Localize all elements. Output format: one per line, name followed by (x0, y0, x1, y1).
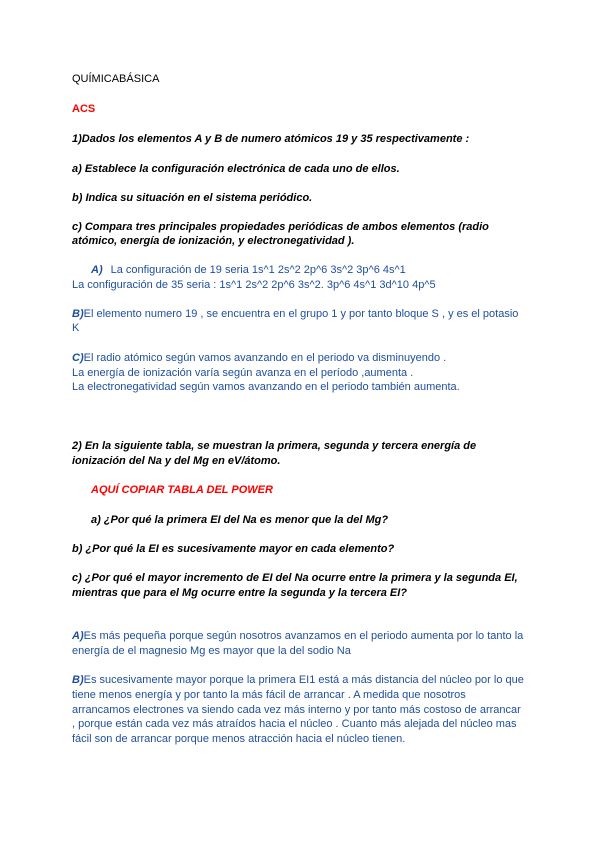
answer-2a-line-2: energía de el magnesio Mg es mayor que la del sodio Na (72, 645, 351, 657)
question-2b: b) ¿Por qué la EI es sucesivamente mayor en cada elemento? (72, 543, 395, 555)
answer-1b-text: El elemento numero 19 , se encuentra en el grupo 1 y por tanto bloque S , y es el potasio (83, 308, 519, 320)
answer-1c-label: C) (72, 352, 84, 364)
answer-2a (72, 629, 523, 643)
question-1c-line-2: atómico, energía de ionización, y electronegatividad ). (72, 235, 355, 247)
answer-2b-line-4: , porque están cada vez más atraídos hacia el núcleo . Cuanto más alejada del núcleo mas (72, 718, 517, 730)
answer-1a-label: A) (91, 264, 103, 276)
question-2c-line-1: c) ¿Por qué el mayor incremento de EI del Na ocurre entre la primera y la segunda EI, (72, 572, 518, 584)
answer-1c-text: El radio atómico según vamos avanzando en el periodo va disminuyendo . (83, 352, 447, 364)
section-heading: ACS (72, 103, 96, 115)
answer-2a-text: Es más pequeña porque según nosotros avanzamos en el periodo aumenta por lo tanto la (83, 630, 524, 642)
answer-2b-text: Es sucesivamente mayor porque la primera EI1 está a más distancia del núcleo por lo que (83, 674, 524, 686)
question-1b: b) Indica su situación en el sistema periódico. (72, 192, 313, 204)
answer-1c (72, 351, 446, 365)
answer-2a-label: A) (72, 630, 84, 642)
answer-1a-line-2: La configuración de 35 seria : 1s^1 2s^2 2p^6 3s^2. 3p^6 4s^1 3d^10 4p^5 (72, 279, 436, 291)
question-1c-line-1: c) Compara tres principales propiedades periódicas de ambos elementos (radio (72, 221, 489, 233)
question-2-statement-line-1: 2) En la siguiente tabla, se muestran la primera, segunda y tercera energía de (72, 440, 477, 452)
table-placeholder-note: AQUÍ COPIAR TABLA DEL POWER (91, 484, 273, 496)
document-title: QUÍMICABÁSICA (72, 73, 160, 85)
answer-1b-label: B) (72, 308, 84, 320)
answer-2b-line-2: tiene menos energía y por tanto la más fácil de arrancar . A medida que nosotros (72, 689, 466, 701)
question-1a: a) Establece la configuración electrónica de cada uno de ellos. (72, 163, 400, 175)
question-2c-line-2: mientras que para el Mg ocurre entre la segunda y la tercera EI? (72, 587, 408, 599)
answer-1c-line-3: La electronegatividad según vamos avanzando en el periodo también aumenta. (72, 381, 460, 393)
answer-2b (72, 673, 524, 687)
answer-2b-line-3: arrancamos electrones va siendo cada vez más interno y por tanto más costoso de arrancar (72, 704, 521, 716)
answer-1b (72, 307, 518, 321)
answer-1b-line-2: K (72, 322, 80, 334)
answer-2b-label: B) (72, 674, 84, 686)
question-2-statement-line-2: ionización del Na y del Mg en eV/átomo. (72, 455, 281, 467)
answer-1a-text: La configuración de 19 seria 1s^1 2s^2 2p^6 3s^2 3p^6 4s^1 (110, 264, 406, 276)
question-1-statement: 1)Dados los elementos A y B de numero atómicos 19 y 35 respectivamente : (72, 133, 470, 145)
answer-1c-line-2: La energía de ionización varía según avanza en el período ,aumenta . (72, 367, 414, 379)
answer-2b-line-5: fácil son de arrancar porque menos atracción hacia el núcleo tienen. (72, 733, 406, 745)
answer-1a (91, 263, 406, 277)
question-2a: a) ¿Por qué la primera EI del Na es menor que la del Mg? (91, 514, 389, 526)
